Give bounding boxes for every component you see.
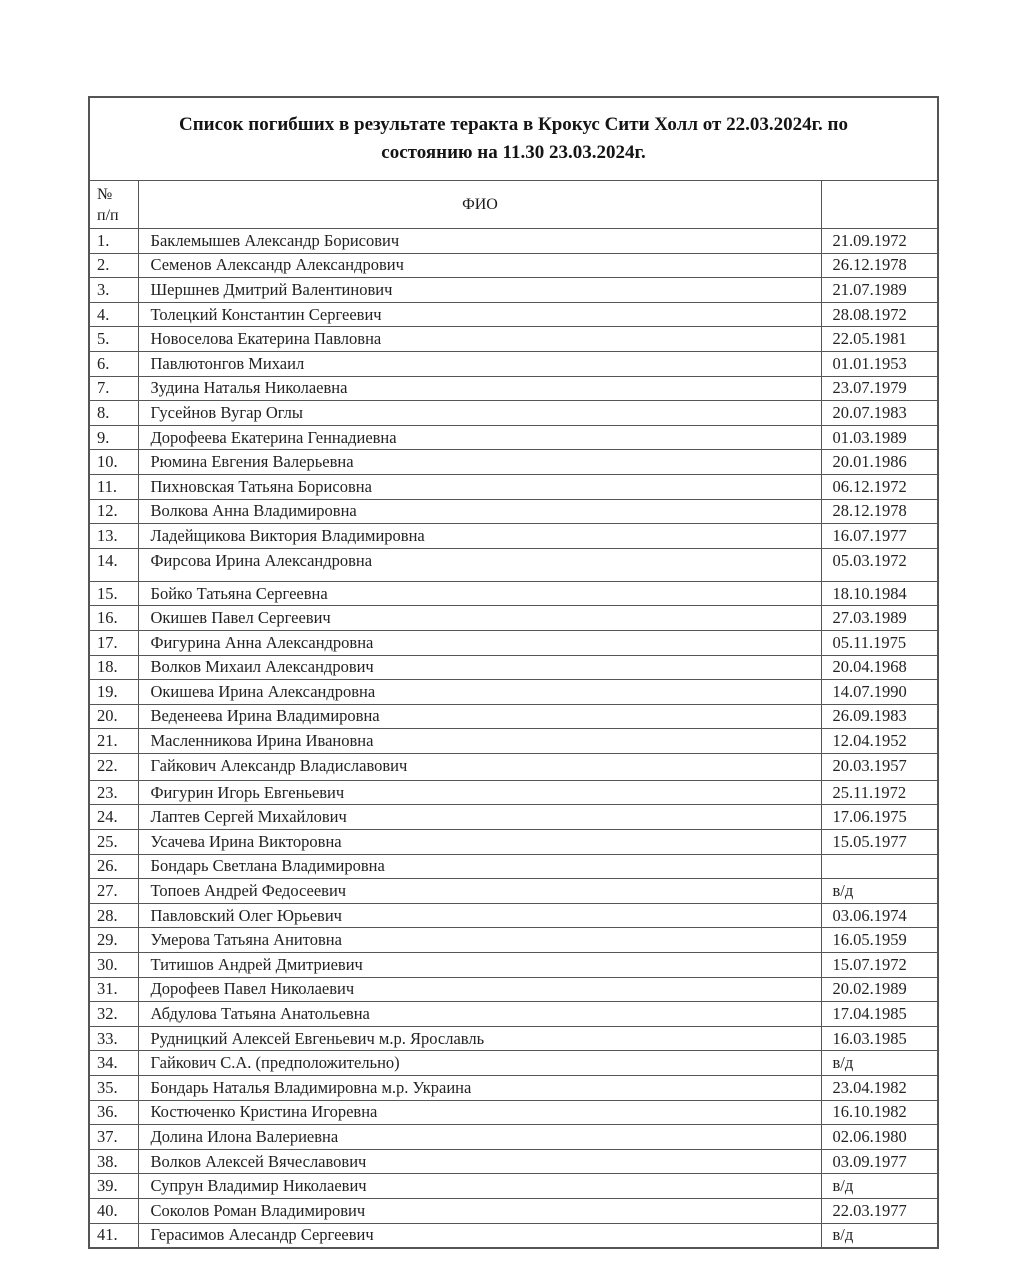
birth-date-cell: 28.12.1978 <box>822 499 938 524</box>
row-number-cell: 34. <box>89 1051 138 1076</box>
birth-date-cell: 17.04.1985 <box>822 1002 938 1027</box>
birth-date-cell: 22.03.1977 <box>822 1198 938 1223</box>
victim-name-cell: Умерова Татьяна Анитовна <box>138 928 822 953</box>
victim-name-cell: Шершнев Дмитрий Валентинович <box>138 278 822 303</box>
birth-date-cell: 16.05.1959 <box>822 928 938 953</box>
table-row <box>89 401 938 426</box>
row-number-cell: 36. <box>89 1100 138 1125</box>
row-number-cell: 35. <box>89 1076 138 1101</box>
birth-date-cell: в/д <box>822 1174 938 1199</box>
birth-date-cell: 01.03.1989 <box>822 425 938 450</box>
birth-date-cell: 14.07.1990 <box>822 680 938 705</box>
victim-name-cell: Соколов Роман Владимирович <box>138 1198 822 1223</box>
row-number-cell: 11. <box>89 474 138 499</box>
table-row <box>89 581 938 606</box>
victim-name-cell: Пихновская Татьяна Борисовна <box>138 474 822 499</box>
document-title <box>89 97 938 181</box>
victim-name-cell: Семенов Александр Александрович <box>138 253 822 278</box>
row-number-cell: 38. <box>89 1149 138 1174</box>
table-row <box>89 854 938 879</box>
victim-name-cell: Рюмина Евгения Валерьевна <box>138 450 822 475</box>
birth-date-cell: 22.05.1981 <box>822 327 938 352</box>
birth-date-cell: 16.10.1982 <box>822 1100 938 1125</box>
table-row <box>89 278 938 303</box>
birth-date-cell: 02.06.1980 <box>822 1125 938 1150</box>
victim-name-cell: Гайкович С.А. (предположительно) <box>138 1051 822 1076</box>
row-number-cell: 32. <box>89 1002 138 1027</box>
column-header-num-line2: п/п <box>97 206 119 224</box>
table-row <box>89 548 938 581</box>
victim-name-cell: Зудина Наталья Николаевна <box>138 376 822 401</box>
row-number-cell: 22. <box>89 753 138 780</box>
row-number-cell: 37. <box>89 1125 138 1150</box>
row-number-cell: 29. <box>89 928 138 953</box>
table-row <box>89 1149 938 1174</box>
victim-name-cell: Павловский Олег Юрьевич <box>138 903 822 928</box>
table-row <box>89 1076 938 1101</box>
row-number-cell: 40. <box>89 1198 138 1223</box>
victim-name-cell: Титишов Андрей Дмитриевич <box>138 953 822 978</box>
table-row <box>89 805 938 830</box>
victim-name-cell: Волкова Анна Владимировна <box>138 499 822 524</box>
victim-name-cell: Бойко Татьяна Сергеевна <box>138 581 822 606</box>
victim-name-cell: Дорофеева Екатерина Геннадиевна <box>138 425 822 450</box>
victim-name-cell: Рудницкий Алексей Евгеньевич м.р. Ярославль <box>138 1026 822 1051</box>
row-number-cell: 7. <box>89 376 138 401</box>
birth-date-cell: в/д <box>822 879 938 904</box>
row-number-cell: 21. <box>89 729 138 754</box>
document-title-line2: состоянию на 11.30 23.03.2024г. <box>381 142 646 163</box>
birth-date-cell: в/д <box>822 1051 938 1076</box>
row-number-cell: 13. <box>89 524 138 549</box>
table-row <box>89 780 938 805</box>
victim-name-cell: Гусейнов Вугар Оглы <box>138 401 822 426</box>
victim-name-cell: Веденеева Ирина Владимировна <box>138 704 822 729</box>
table-row <box>89 524 938 549</box>
birth-date-cell: 25.11.1972 <box>822 780 938 805</box>
birth-date-cell: в/д <box>822 1223 938 1248</box>
row-number-cell: 14. <box>89 548 138 581</box>
table-row <box>89 704 938 729</box>
row-number-cell: 17. <box>89 630 138 655</box>
victim-name-cell: Герасимов Алесандр Сергеевич <box>138 1223 822 1248</box>
row-number-cell: 28. <box>89 903 138 928</box>
table-row <box>89 879 938 904</box>
victim-name-cell: Фигурин Игорь Евгеньевич <box>138 780 822 805</box>
table-row <box>89 680 938 705</box>
victim-name-cell: Окишев Павел Сергеевич <box>138 606 822 631</box>
victim-name-cell: Гайкович Александр Владиславович <box>138 753 822 780</box>
victim-name-cell: Волков Михаил Александрович <box>138 655 822 680</box>
birth-date-cell: 20.07.1983 <box>822 401 938 426</box>
birth-date-cell: 15.07.1972 <box>822 953 938 978</box>
birth-date-cell: 23.07.1979 <box>822 376 938 401</box>
birth-date-cell: 16.03.1985 <box>822 1026 938 1051</box>
table-row <box>89 253 938 278</box>
row-number-cell: 16. <box>89 606 138 631</box>
column-header-name: ФИО <box>138 181 822 229</box>
victim-name-cell: Новоселова Екатерина Павловна <box>138 327 822 352</box>
birth-date-cell: 20.04.1968 <box>822 655 938 680</box>
row-number-cell: 2. <box>89 253 138 278</box>
victim-name-cell: Масленникова Ирина Ивановна <box>138 729 822 754</box>
row-number-cell: 3. <box>89 278 138 303</box>
row-number-cell: 27. <box>89 879 138 904</box>
victim-name-cell: Супрун Владимир Николаевич <box>138 1174 822 1199</box>
birth-date-cell: 03.06.1974 <box>822 903 938 928</box>
table-row <box>89 1125 938 1150</box>
table-row <box>89 1198 938 1223</box>
birth-date-cell: 03.09.1977 <box>822 1149 938 1174</box>
row-number-cell: 6. <box>89 351 138 376</box>
victim-name-cell: Дорофеев Павел Николаевич <box>138 977 822 1002</box>
victims-tbody <box>89 229 938 1249</box>
row-number-cell: 15. <box>89 581 138 606</box>
victim-name-cell: Волков Алексей Вячеславович <box>138 1149 822 1174</box>
table-header-row <box>89 181 938 229</box>
title-row <box>89 97 938 181</box>
table-row <box>89 499 938 524</box>
row-number-cell: 30. <box>89 953 138 978</box>
table-row <box>89 1026 938 1051</box>
row-number-cell: 4. <box>89 302 138 327</box>
birth-date-cell: 18.10.1984 <box>822 581 938 606</box>
row-number-cell: 41. <box>89 1223 138 1248</box>
birth-date-cell: 27.03.1989 <box>822 606 938 631</box>
table-row <box>89 729 938 754</box>
row-number-cell: 39. <box>89 1174 138 1199</box>
victim-name-cell: Усачева Ирина Викторовна <box>138 830 822 855</box>
row-number-cell: 10. <box>89 450 138 475</box>
table-row <box>89 474 938 499</box>
birth-date-cell: 05.11.1975 <box>822 630 938 655</box>
table-row <box>89 1051 938 1076</box>
table-row <box>89 1223 938 1248</box>
birth-date-cell: 26.09.1983 <box>822 704 938 729</box>
birth-date-cell: 23.04.1982 <box>822 1076 938 1101</box>
victims-table-container <box>88 96 939 1249</box>
victim-name-cell: Фигурина Анна Александровна <box>138 630 822 655</box>
document-title-line1: Список погибших в результате теракта в Крокус Сити Холл от 22.03.2024г. по <box>179 114 848 135</box>
birth-date-cell: 20.02.1989 <box>822 977 938 1002</box>
row-number-cell: 25. <box>89 830 138 855</box>
birth-date-cell: 01.01.1953 <box>822 351 938 376</box>
row-number-cell: 26. <box>89 854 138 879</box>
row-number-cell: 24. <box>89 805 138 830</box>
victim-name-cell: Фирсова Ирина Александровна <box>138 548 822 581</box>
table-row <box>89 606 938 631</box>
column-header-num <box>89 181 138 229</box>
birth-date-cell: 26.12.1978 <box>822 253 938 278</box>
column-header-num-line1: № <box>97 185 113 203</box>
birth-date-cell: 16.07.1977 <box>822 524 938 549</box>
victim-name-cell: Лаптев Сергей Михайлович <box>138 805 822 830</box>
birth-date-cell: 06.12.1972 <box>822 474 938 499</box>
row-number-cell: 9. <box>89 425 138 450</box>
victim-name-cell: Окишева Ирина Александровна <box>138 680 822 705</box>
victim-name-cell: Абдулова Татьяна Анатольевна <box>138 1002 822 1027</box>
row-number-cell: 19. <box>89 680 138 705</box>
row-number-cell: 12. <box>89 499 138 524</box>
victim-name-cell: Бондарь Светлана Владимировна <box>138 854 822 879</box>
row-number-cell: 1. <box>89 229 138 254</box>
birth-date-cell: 12.04.1952 <box>822 729 938 754</box>
victim-name-cell: Костюченко Кристина Игоревна <box>138 1100 822 1125</box>
victim-name-cell: Ладейщикова Виктория Владимировна <box>138 524 822 549</box>
birth-date-cell: 21.07.1989 <box>822 278 938 303</box>
row-number-cell: 8. <box>89 401 138 426</box>
victim-name-cell: Павлютонгов Михаил <box>138 351 822 376</box>
victim-name-cell: Долина Илона Валериевна <box>138 1125 822 1150</box>
table-row <box>89 977 938 1002</box>
table-row <box>89 753 938 780</box>
row-number-cell: 33. <box>89 1026 138 1051</box>
victim-name-cell: Толецкий Константин Сергеевич <box>138 302 822 327</box>
table-row <box>89 302 938 327</box>
row-number-cell: 18. <box>89 655 138 680</box>
birth-date-cell: 28.08.1972 <box>822 302 938 327</box>
birth-date-cell: 05.03.1972 <box>822 548 938 581</box>
table-row <box>89 229 938 254</box>
table-row <box>89 1100 938 1125</box>
table-row <box>89 351 938 376</box>
table-row <box>89 903 938 928</box>
birth-date-cell <box>822 854 938 879</box>
victims-table <box>88 96 939 1249</box>
birth-date-cell: 21.09.1972 <box>822 229 938 254</box>
table-row <box>89 376 938 401</box>
table-row <box>89 655 938 680</box>
victim-name-cell: Топоев Андрей Федосеевич <box>138 879 822 904</box>
table-row <box>89 327 938 352</box>
birth-date-cell: 20.01.1986 <box>822 450 938 475</box>
victim-name-cell: Баклемышев Александр Борисович <box>138 229 822 254</box>
row-number-cell: 23. <box>89 780 138 805</box>
table-row <box>89 830 938 855</box>
birth-date-cell: 17.06.1975 <box>822 805 938 830</box>
birth-date-cell: 20.03.1957 <box>822 753 938 780</box>
birth-date-cell: 15.05.1977 <box>822 830 938 855</box>
row-number-cell: 5. <box>89 327 138 352</box>
table-row <box>89 630 938 655</box>
table-row <box>89 1002 938 1027</box>
column-header-date <box>822 181 938 229</box>
table-row <box>89 1174 938 1199</box>
row-number-cell: 31. <box>89 977 138 1002</box>
table-row <box>89 953 938 978</box>
table-row <box>89 928 938 953</box>
table-row <box>89 425 938 450</box>
victim-name-cell: Бондарь Наталья Владимировна м.р. Украина <box>138 1076 822 1101</box>
row-number-cell: 20. <box>89 704 138 729</box>
table-row <box>89 450 938 475</box>
